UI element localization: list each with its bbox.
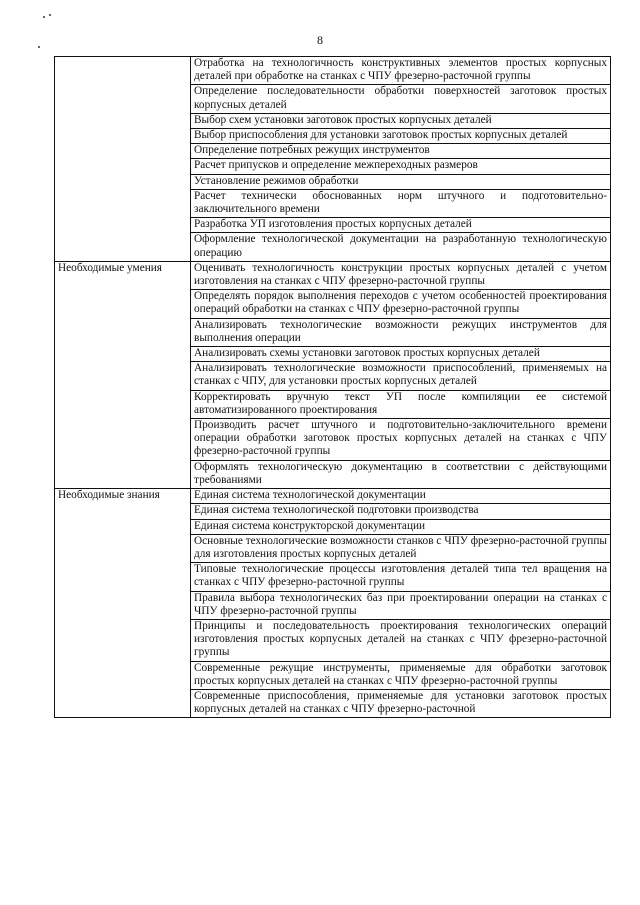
scan-speck xyxy=(49,14,51,16)
requirement-item: Определять порядок выполнения переходов с учетом особенностей проектирования операций обработки на станках с ЧПУ фрезерно-расточной группы xyxy=(191,290,611,318)
competency-table xyxy=(54,56,611,718)
requirement-item: Современные режущие инструменты, применяемые для обработки заготовок простых корпусных деталей на станках с ЧПУ фрезерно-расточной группы xyxy=(191,661,611,689)
requirement-item: Выбор схем установки заготовок простых корпусных деталей xyxy=(191,113,611,128)
page-number: 8 xyxy=(317,33,323,47)
requirement-item: Единая система конструкторской документации xyxy=(191,519,611,534)
requirement-item: Принципы и последовательность проектирования технологических операций изготовления простых корпусных деталей на станках с ЧПУ фрезерно-расточной группы xyxy=(191,619,611,661)
requirement-item: Типовые технологические процессы изготовления деталей типа тел вращения на станках с ЧПУ фрезерно-расточной группы xyxy=(191,563,611,591)
category-cell xyxy=(55,57,191,262)
requirement-item: Расчет припусков и определение межпереходных размеров xyxy=(191,159,611,174)
requirement-item: Оформлять технологическую документацию в соответствии с действующими требованиями xyxy=(191,460,611,488)
requirement-item: Разработка УП изготовления простых корпусных деталей xyxy=(191,218,611,233)
category-cell: Необходимые умения xyxy=(55,261,191,488)
requirement-item: Выбор приспособления для установки заготовок простых корпусных деталей xyxy=(191,129,611,144)
requirement-item: Оценивать технологичность конструкции простых корпусных деталей с учетом изготовления на станках с ЧПУ фрезерно-расточной группы xyxy=(191,261,611,289)
requirement-item: Установление режимов обработки xyxy=(191,174,611,189)
table-row xyxy=(55,261,611,289)
requirement-item: Единая система технологической подготовки производства xyxy=(191,504,611,519)
category-cell: Необходимые знания xyxy=(55,489,191,718)
table-row xyxy=(55,489,611,504)
requirement-item: Единая система технологической документации xyxy=(191,489,611,504)
requirement-item: Современные приспособления, применяемые для установки заготовок простых корпусных деталей на станках с ЧПУ фрезерно-расточной xyxy=(191,689,611,717)
requirement-item: Корректировать вручную текст УП после компиляции ее системой автоматизированного проектирования xyxy=(191,390,611,418)
scan-speck xyxy=(43,16,45,18)
requirement-item: Отработка на технологичность конструктивных элементов простых корпусных деталей при обработке на станках с ЧПУ фрезерно-расточной группы xyxy=(191,57,611,85)
requirement-item: Основные технологические возможности станков с ЧПУ фрезерно-расточной группы для изготовления простых корпусных деталей xyxy=(191,534,611,562)
requirement-item: Определение потребных режущих инструментов xyxy=(191,144,611,159)
table-row xyxy=(55,57,611,85)
requirement-item: Анализировать технологические возможности приспособлений, применяемых на станках с ЧПУ, для установки простых корпусных деталей xyxy=(191,362,611,390)
requirement-item: Правила выбора технологических баз при проектировании операции на станках с ЧПУ фрезерно-расточной группы xyxy=(191,591,611,619)
requirement-item: Производить расчет штучного и подготовительно-заключительного времени операции обработки заготовок простых корпусных деталей на станках с ЧПУ фрезерно-расточной группы xyxy=(191,419,611,461)
requirement-item: Анализировать технологические возможности режущих инструментов для выполнения операции xyxy=(191,318,611,346)
requirement-item: Оформление технологической документации на разработанную технологическую операцию xyxy=(191,233,611,261)
requirement-item: Определение последовательности обработки поверхностей заготовок простых корпусных деталей xyxy=(191,85,611,113)
requirement-item: Расчет технически обоснованных норм штучного и подготовительно-заключительного времени xyxy=(191,189,611,217)
requirement-item: Анализировать схемы установки заготовок простых корпусных деталей xyxy=(191,347,611,362)
table-body xyxy=(55,57,611,718)
